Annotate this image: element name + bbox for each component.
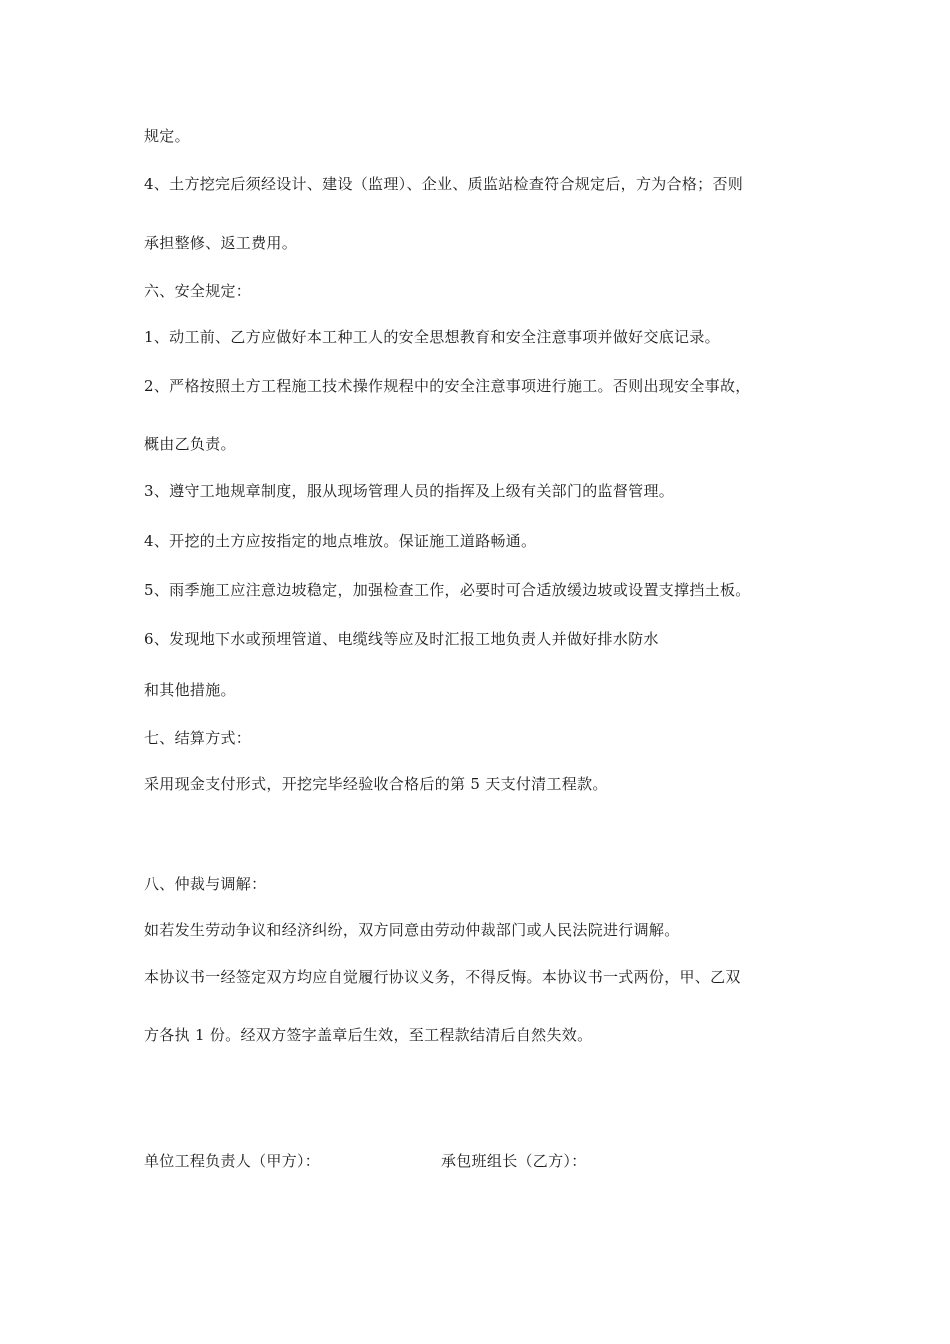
section-7-heading: 七、结算方式： [144, 729, 252, 747]
line-10: 5、雨季施工应注意边坡稳定，加强检查工作，必要时可合适放缓边坡或设置支撑挡土板。 [144, 581, 751, 599]
line-9: 4、开挖的土方应按指定的地点堆放。保证施工道路畅通。 [144, 532, 537, 550]
line-18: 方各执 1 份。经双方签字盖章后生效，至工程款结清后自然失效。 [144, 1026, 593, 1044]
line-8: 3、遵守工地规章制度，服从现场管理人员的指挥及上级有关部门的监督管理。 [144, 482, 675, 500]
line-2: 4、土方挖完后须经设计、建设（监理）、企业、质监站检查符合规定后，方为合格；否则 [144, 175, 744, 193]
section-8-heading: 八、仲裁与调解： [144, 875, 267, 893]
signature-party-b: 承包班组长（乙方）： [441, 1152, 587, 1170]
line-16: 如若发生劳动争议和经济纠纷，双方同意由劳动仲裁部门或人民法院进行调解。 [144, 921, 680, 939]
line-5: 1、动工前、乙方应做好本工种工人的安全思想教育和安全注意事项并做好交底记录。 [144, 328, 720, 346]
signature-party-a: 单位工程负责人（甲方）： [144, 1152, 321, 1170]
line-14: 采用现金支付形式，开挖完毕经验收合格后的第 5 天支付清工程款。 [144, 775, 608, 793]
line-6: 2、严格按照土方工程施工技术操作规程中的安全注意事项进行施工。否则出现安全事故， [144, 377, 751, 395]
line-11: 6、发现地下水或预埋管道、电缆线等应及时汇报工地负责人并做好排水防水 [144, 630, 659, 648]
line-3: 承担整修、返工费用。 [144, 234, 298, 252]
line-17: 本协议书一经签定双方均应自觉履行协议义务，不得反悔。本协议书一式两份，甲、乙双 [144, 968, 741, 986]
line-1: 规定。 [144, 127, 190, 145]
section-6-heading: 六、安全规定： [144, 282, 252, 300]
line-12: 和其他措施。 [144, 681, 236, 699]
line-7: 概由乙负责。 [144, 435, 236, 453]
